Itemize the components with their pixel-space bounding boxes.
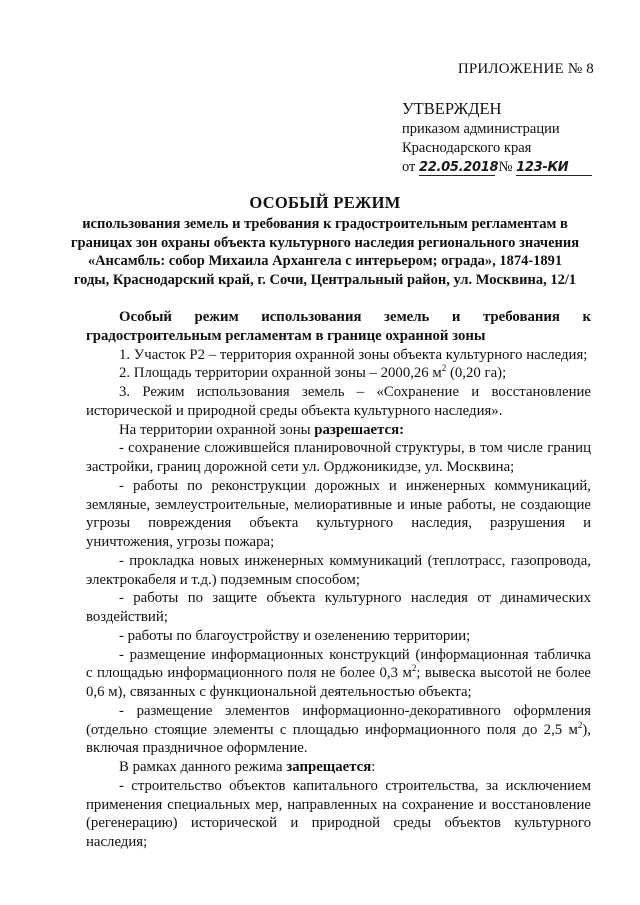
allowed-heading	[86, 421, 591, 440]
order-date-line	[402, 158, 612, 177]
prohibited-heading-text: В рамках данного режима	[119, 759, 287, 775]
prohibited-heading	[86, 758, 591, 777]
allowed-item6-superscript: 2	[411, 663, 417, 674]
allowed-item: - работы по защите объекта культурного наследия от динамических воздействий;	[86, 590, 591, 625]
approved-stamp: УТВЕРЖДЕН	[402, 99, 502, 118]
item2-text-end: (0,20 га);	[446, 365, 507, 382]
allowed-item: - прокладка новых инженерных коммуникаций (теплотрасс, газопровода, электрокабеля и т.д.) подземным способом;	[86, 552, 591, 588]
order-line-1: приказом администрации	[402, 121, 560, 137]
number-prefix: №	[498, 159, 513, 175]
prohibited-keyword: запрещается	[286, 759, 372, 775]
appendix-number: ПРИЛОЖЕНИЕ № 8	[457, 61, 594, 77]
approval-block	[402, 99, 612, 177]
allowed-item: - сохранение сложившейся планировочной структуры, в том числе границ застройки, границ дорожной сети ул. Орджоникидзе, ул. Москвина;	[86, 440, 591, 475]
list-item: 3. Режим использования земель – «Сохранение и восстановление исторической и природной среды объекта культурного наследия».	[86, 384, 591, 419]
allowed-heading-text: На территории охранной зоны	[119, 421, 315, 438]
item2-text: 2. Площадь территории охранной зоны – 2000,26 м	[119, 365, 442, 382]
allowed-item7-text: - размещение элементов информационно-декоративного оформления (отдельно стоящие элементы с площадью информационного поля до 2,5 м	[86, 702, 591, 738]
section-heading: Особый режим использования земель и требования к градостроительным регламентам в границе охранной зоны	[86, 309, 591, 344]
allowed-item7-superscript: 2	[577, 719, 583, 730]
allowed-item	[86, 646, 591, 702]
document-body	[86, 308, 591, 852]
allowed-item	[86, 702, 591, 758]
list-item	[86, 364, 591, 383]
item2-superscript: 2	[441, 363, 447, 374]
allowed-item: - работы по благоустройству и озеленению территории;	[119, 627, 471, 644]
prohibited-colon: :	[371, 759, 376, 775]
allowed-item6-text: - размещение информационных конструкций (информационная табличка с площадью информационного поля не более 0,3 м	[86, 646, 591, 682]
allowed-item6-text-end: ; вывеска высотой не более 0,6 м), связанных с функциональной деятельностью объекта;	[86, 665, 591, 700]
handwritten-date: 22.05.2018	[419, 160, 499, 175]
title-main: ОСОБЫЙ РЕЖИМ	[249, 193, 401, 212]
prohibited-item: - строительство объектов капитального строительства, за исключением применения специальных мер, направленных на сохранение и восстановление (регенерацию) исторической и природной среды объектов культурного наследия;	[86, 777, 591, 850]
list-item: 1. Участок Р2 – территория охранной зоны объекта культурного наследия;	[119, 346, 588, 363]
allowed-item7-text-end: ), включая праздничное оформление.	[86, 721, 591, 757]
order-line-2: Краснодарского края	[402, 140, 532, 156]
title-subtitle: использования земель и требования к градостроительным регламентам в границах зон охраны объекта культурного наследия регионального значения «Ансамбль: собор Михаила Архангела с интерьером; ограда», 1874-1891 годы, Краснодарский край, г. Сочи, Центральный район, ул. Москвина, 12/1	[70, 216, 580, 288]
handwritten-number: 123-КИ	[516, 161, 592, 176]
allowed-keyword: разрешается:	[314, 421, 405, 438]
allowed-item: - работы по реконструкции дорожных и инженерных коммуникаций, земляные, землеустроительные, мелиоративные и иные работы, не создающие угрозы повреждения объекта культурного наследия, разрушения и уничтожения, угрозы пожара;	[86, 477, 591, 550]
date-prefix: от	[402, 159, 416, 175]
document-title	[70, 193, 580, 289]
